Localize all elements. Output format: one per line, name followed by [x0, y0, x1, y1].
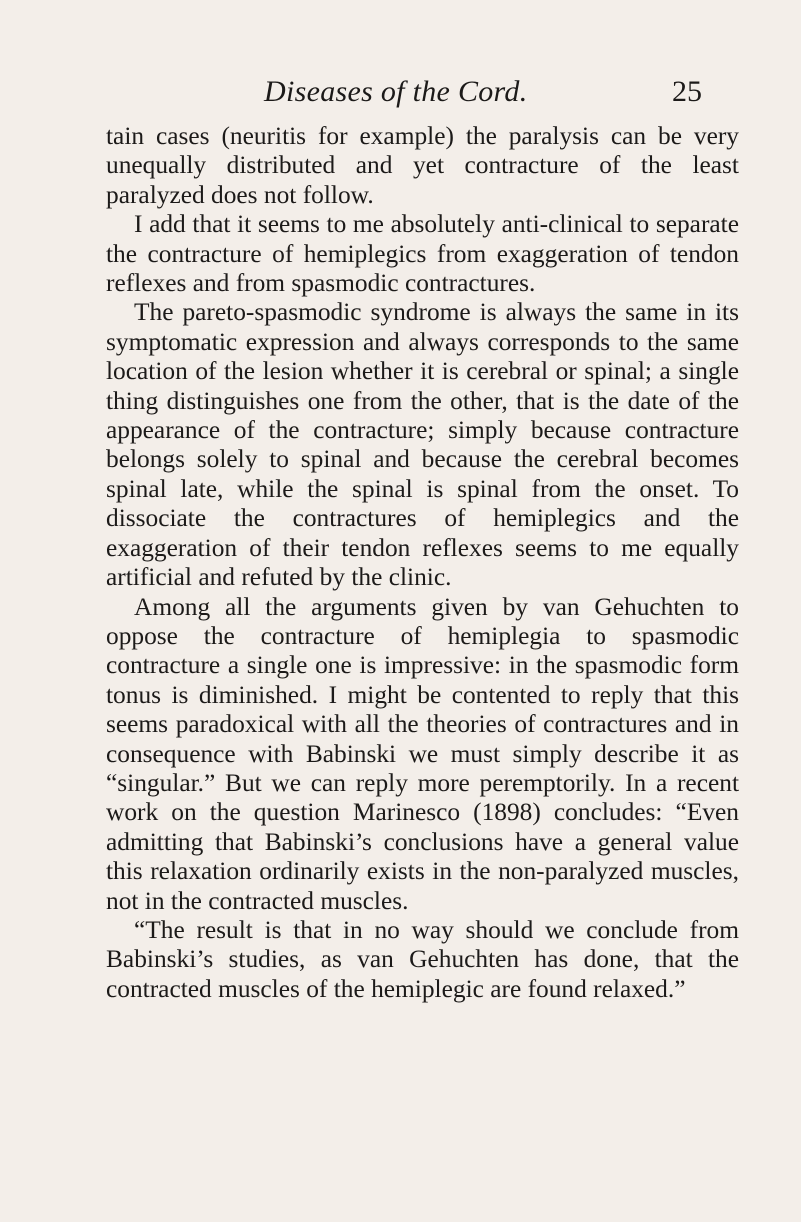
- page-number: 25: [672, 75, 702, 108]
- paragraph: Among all the arguments given by van Gehuchten to oppose the contracture of hemiplegia to spasmodic contracture a single one is impressive: in the spasmodic form tonus is diminished. I might be contented to reply that this seems paradoxical with all the theories of contractures and in consequence with Babinski we must simply describe it as “singular.” But we can reply more peremptorily. In a recent work on the question Marinesco (1898) concludes: “Even admitting that Babinski’s conclusions have a general value this relaxation ordinarily exists in the non-paralyzed muscles, not in the contracted muscles.: [106, 592, 739, 915]
- body-text: [106, 122, 739, 1004]
- paragraph: tain cases (neuritis for example) the paralysis can be very unequally distributed and yet contracture of the least paralyzed does not follow.: [106, 122, 739, 209]
- paragraph: The pareto-spasmodic syndrome is always the same in its symptomatic expression and always corresponds to the same location of the lesion whether it is cerebral or spinal; a single thing distinguishes one from the other, that is the date of the appearance of the contracture; simply because contracture belongs solely to spinal and because the cerebral becomes spinal late, while the spinal is spinal from the onset. To dissociate the contractures of hemiplegics and the exaggeration of their tendon reflexes seems to me equally artificial and refuted by the clinic.: [106, 298, 739, 592]
- running-title: Diseases of the Cord.: [264, 75, 528, 108]
- paragraph: “The result is that in no way should we conclude from Babinski’s studies, as van Gehuchten has done, that the contracted muscles of the hemiplegic are found relaxed.”: [106, 915, 739, 1003]
- page-header: [0, 72, 801, 112]
- paragraph: I add that it seems to me absolutely anti-clinical to separate the contracture of hemiplegics from exaggeration of tendon reflexes and from spasmodic contractures.: [106, 210, 739, 298]
